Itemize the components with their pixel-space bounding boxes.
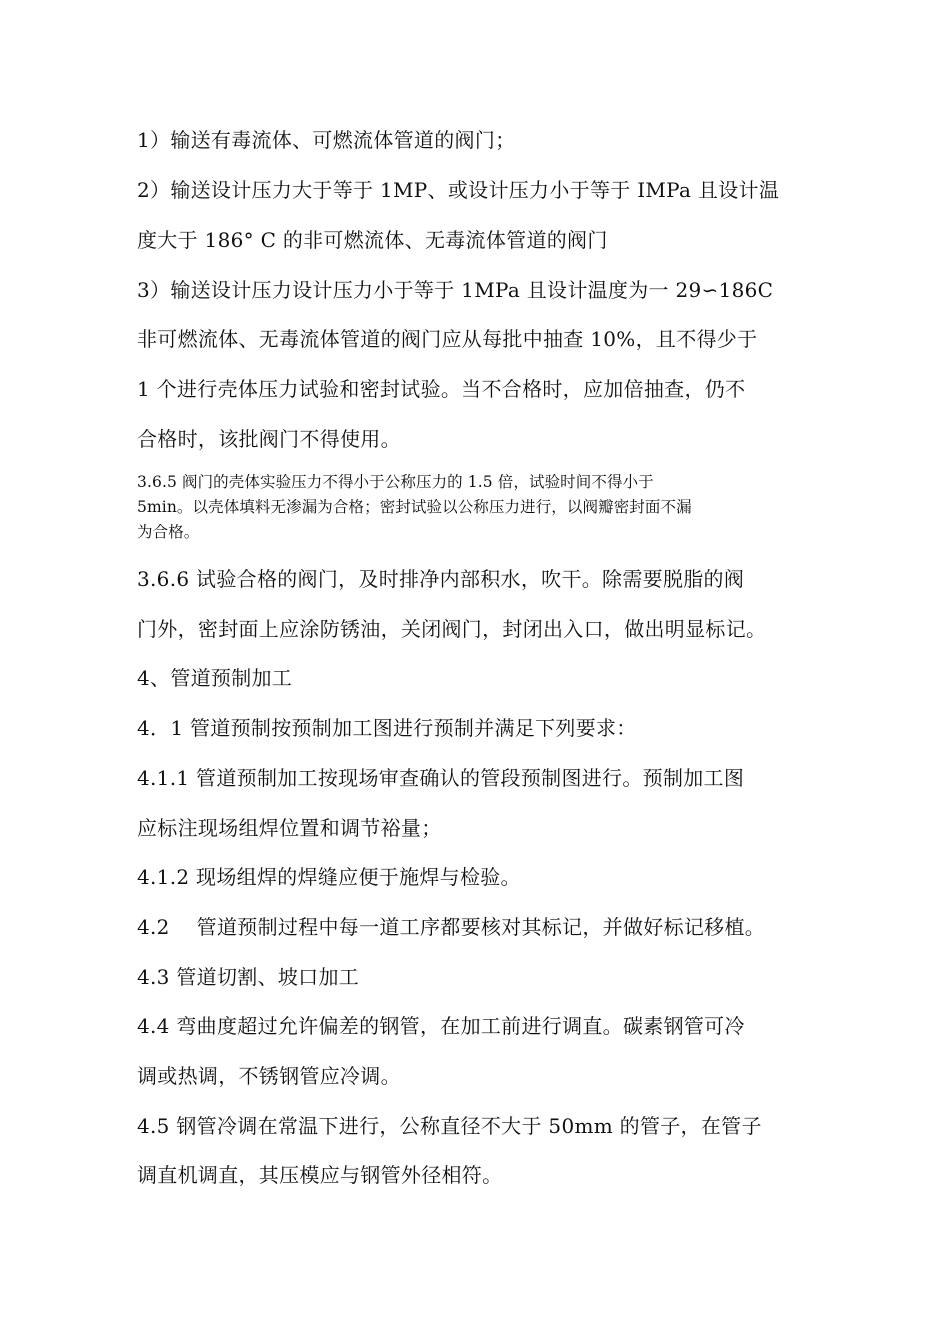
section-heading-4: 4、管道预制加工	[137, 666, 293, 690]
paragraph-line-16: 应标注现场组焊位置和调节裕量；	[137, 816, 442, 840]
paragraph-line-12: 门外，密封面上应涂防锈油，关闭阀门，封闭出入口，做出明显标记。	[137, 617, 767, 641]
paragraph-line-18: 4.2 管道预制过程中每一道工序都要核对其标记，并做好标记移植。	[137, 915, 766, 939]
paragraph-line-15: 4.1.1 管道预制加工按现场审查确认的管段预制图进行。预制加工图	[137, 766, 745, 790]
paragraph-line-9: 5min。以壳体填料无渗漏为合格；密封试验以公称压力进行，以阀瓣密封面不漏	[137, 498, 692, 516]
paragraph-line-4: 3）输送设计压力设计压力小于等于 1MPa 且设计温度为一 29∽186C	[137, 278, 774, 302]
paragraph-line-2: 2）输送设计压力大于等于 1MP、或设计压力小于等于 IMPa 且设计温	[137, 178, 780, 202]
paragraph-line-7: 合格时，该批阀门不得使用。	[137, 427, 401, 451]
paragraph-line-10: 为合格。	[137, 523, 200, 541]
paragraph-line-14: 4．1 管道预制按预制加工图进行预制并满足下列要求：	[137, 716, 637, 740]
paragraph-line-3: 度大于 186° C 的非可燃流体、无毒流体管道的阀门	[137, 228, 608, 252]
paragraph-line-8: 3.6.5 阀门的壳体实验压力不得小于公称压力的 1.5 倍，试验时间不得小于	[137, 473, 654, 491]
paragraph-line-19: 4.3 管道切割、坡口加工	[137, 965, 360, 989]
paragraph-line-11: 3.6.6 试验合格的阀门，及时排净内部积水，吹干。除需要脱脂的阀	[137, 567, 745, 591]
paragraph-line-5: 非可燃流体、无毒流体管道的阀门应从每批中抽查 10%，且不得少于	[137, 327, 758, 351]
paragraph-line-23: 调直机调直，其压模应与钢管外径相符。	[137, 1163, 503, 1187]
paragraph-line-21: 调或热调，不锈钢管应冷调。	[137, 1064, 401, 1088]
paragraph-line-20: 4.4 弯曲度超过允许偏差的钢管，在加工前进行调直。碳素钢管可冷	[137, 1014, 745, 1038]
paragraph-line-22: 4.5 钢管冷调在常温下进行，公称直径不大于 50mm 的管子，在管子	[137, 1114, 762, 1138]
paragraph-line-17: 4.1.2 现场组焊的焊缝应便于施焊与检验。	[137, 865, 521, 889]
paragraph-line-6: 1 个进行壳体压力试验和密封试验。当不合格时，应加倍抽查，仍不	[137, 377, 746, 401]
paragraph-line-1: 1）输送有毒流体、可燃流体管道的阀门；	[137, 128, 516, 152]
